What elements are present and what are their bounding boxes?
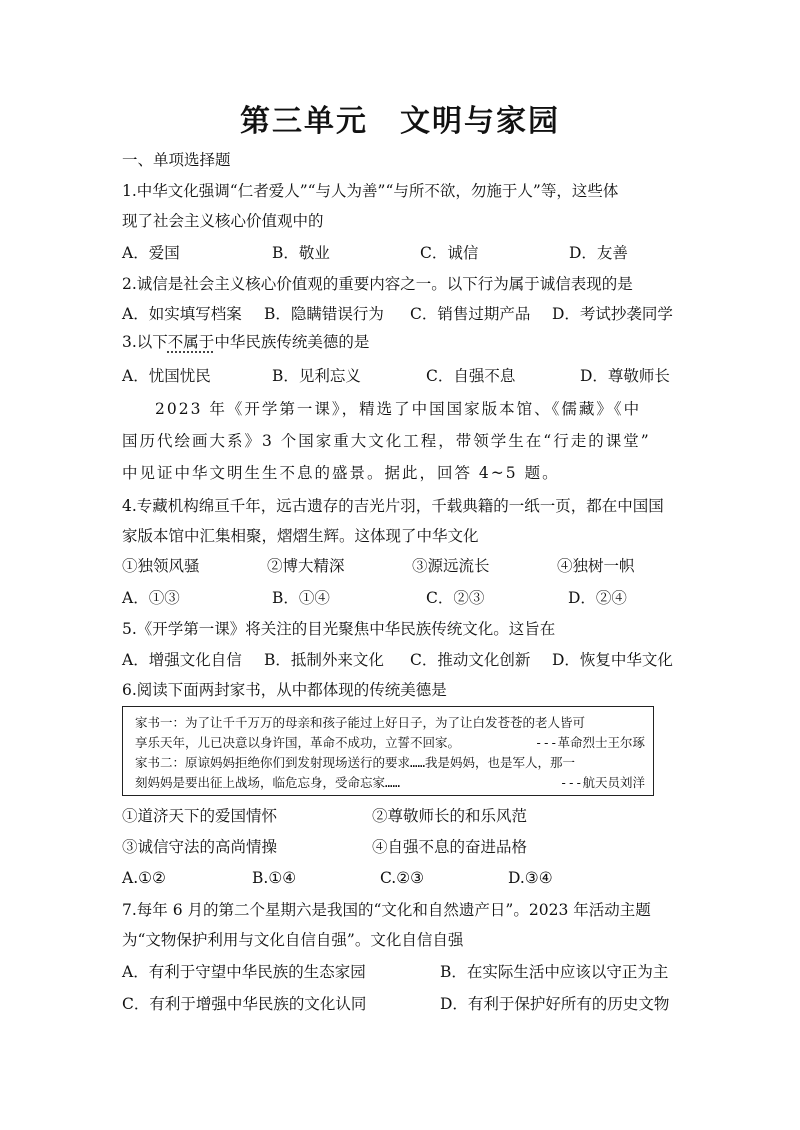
q4-choice-2: ②博大精深: [267, 557, 345, 575]
section-heading: 一、单项选择题: [122, 151, 231, 169]
q6-options: [122, 868, 682, 888]
q7-stem-line1: 7.每年 6 月的第二个星期六是我国的“文化和自然遗产日”。2023 年活动主题: [122, 901, 651, 919]
q7-stem-line2: 为“文物保护利用与文化自信自强”。文化自信自强: [122, 931, 464, 949]
letter2-signature: ---航天员刘洋: [559, 775, 645, 790]
q6-choice-1: ①道济天下的爱国情怀: [122, 807, 278, 825]
q4-option-b[interactable]: B．①④: [272, 589, 330, 607]
q6-option-d[interactable]: D.③④: [508, 869, 553, 887]
q4-options: [122, 588, 682, 608]
material-line2: 国历代绘画大系》3 个国家重大文化工程，带领学生在“行走的课堂”: [122, 432, 651, 450]
q4-choice-4: ④独树一帜: [557, 557, 635, 575]
letter2-line1: 家书二：原谅妈妈拒绝你们到发射现场送行的要求……我是妈妈，也是军人，那一: [135, 755, 576, 770]
letter2-line2: 刻妈妈是要出征上战场，临危忘身，受命忘家……: [135, 775, 401, 790]
q3-option-d[interactable]: D．尊敬师长: [580, 367, 670, 385]
q4-option-c[interactable]: C．②③: [426, 589, 485, 607]
q2-option-d[interactable]: D．考试抄袭同学: [552, 305, 673, 323]
q1-option-b[interactable]: B．敬业: [272, 244, 330, 262]
q4-stem-line1: 4.专藏机构绵亘千年，远古遗存的吉光片羽，千载典籍的一纸一页，都在中国国: [122, 497, 664, 515]
q6-choice-4: ④自强不息的奋进品格: [372, 838, 528, 856]
q5-options: [122, 650, 682, 670]
q4-option-d[interactable]: D．②④: [568, 589, 627, 607]
q6-stem: 6.阅读下面两封家书，从中都体现的传统美德是: [122, 681, 447, 699]
q1-option-d[interactable]: D．友善: [569, 244, 628, 262]
q3-stem-emphasis: 不属于: [167, 333, 215, 351]
material-line3: 中见证中华文明生生不息的盛景。据此，回答 4~5 题。: [122, 464, 560, 482]
q2-option-b[interactable]: B．隐瞒错误行为: [264, 305, 384, 323]
q4-choices: [122, 556, 682, 576]
q3-stem: [122, 332, 369, 352]
letter1-line2: 享乐天年，儿已决意以身许国，革命不成功，立誓不回家。: [135, 735, 461, 750]
q5-stem: 5.《开学第一课》将关注的目光聚焦中华民族传统文化。这旨在: [122, 620, 556, 638]
q7-option-a[interactable]: A．有利于守望中华民族的生态家园: [122, 963, 366, 981]
q6-choice-2: ②尊敬师长的和乐风范: [372, 807, 528, 825]
q1-options: [122, 243, 682, 263]
q3-stem-post: 中华民族传统美德的是: [214, 333, 370, 351]
q6-choice-3: ③诚信守法的高尚情操: [122, 838, 278, 856]
q3-stem-pre: 3.以下: [122, 333, 168, 351]
q7-option-b[interactable]: B．在实际生活中应该以守正为主: [440, 963, 669, 981]
unit-title: 第三单元 文明与家园: [240, 104, 560, 139]
q7-options-row2: [122, 994, 682, 1014]
q3-option-b[interactable]: B．见利忘义: [272, 367, 361, 385]
q5-option-d[interactable]: D．恢复中华文化: [552, 651, 673, 669]
letter1-signature: ---革命烈士王尔琢: [534, 735, 645, 750]
q3-option-c[interactable]: C．自强不息: [426, 367, 516, 385]
q5-option-a[interactable]: A．增强文化自信: [122, 651, 242, 669]
q6-option-a[interactable]: A.①②: [122, 869, 166, 887]
q5-option-b[interactable]: B．抵制外来文化: [264, 651, 384, 669]
q3-options: [122, 366, 682, 386]
q2-option-a[interactable]: A．如实填写档案: [122, 305, 242, 323]
q7-option-c[interactable]: C．有利于增强中华民族的文化认同: [122, 995, 367, 1013]
material-line1: 2023 年《开学第一课》，精选了中国国家版本馆、《儒藏》《中: [155, 400, 642, 418]
q7-options-row1: [122, 962, 682, 982]
q4-option-a[interactable]: A．①③: [122, 589, 180, 607]
q2-stem: 2.诚信是社会主义核心价值观的重要内容之一。以下行为属于诚信表现的是: [122, 275, 633, 293]
q3-option-a[interactable]: A．忧国忧民: [122, 367, 211, 385]
q1-option-c[interactable]: C．诚信: [420, 244, 479, 262]
q4-stem-line2: 家版本馆中汇集相聚，熠熠生辉。这体现了中华文化: [122, 527, 479, 545]
q7-option-d[interactable]: D．有利于保护好所有的历史文物: [440, 995, 670, 1013]
q4-choice-1: ①独领风骚: [122, 557, 200, 575]
q5-option-c[interactable]: C．推动文化创新: [410, 651, 531, 669]
letter1-line1: 家书一：为了让千千万万的母亲和孩子能过上好日子，为了让白发苍苍的老人皆可: [135, 715, 586, 730]
q2-options: [122, 304, 682, 324]
q1-stem-line1: 1.中华文化强调“仁者爱人”“与人为善”“与所不欲，勿施于人”等，这些体: [122, 182, 619, 200]
q1-stem-line2: 现了社会主义核心价值观中的: [122, 212, 324, 230]
q6-option-c[interactable]: C.②③: [380, 869, 425, 887]
q1-option-a[interactable]: A．爱国: [122, 244, 180, 262]
q6-choices-row1: [122, 806, 682, 826]
q6-option-b[interactable]: B.①④: [252, 869, 297, 887]
q6-choices-row2: [122, 837, 682, 857]
q2-option-c[interactable]: C．销售过期产品: [410, 305, 531, 323]
family-letters-box: [122, 706, 654, 796]
q4-choice-3: ③源远流长: [412, 557, 490, 575]
